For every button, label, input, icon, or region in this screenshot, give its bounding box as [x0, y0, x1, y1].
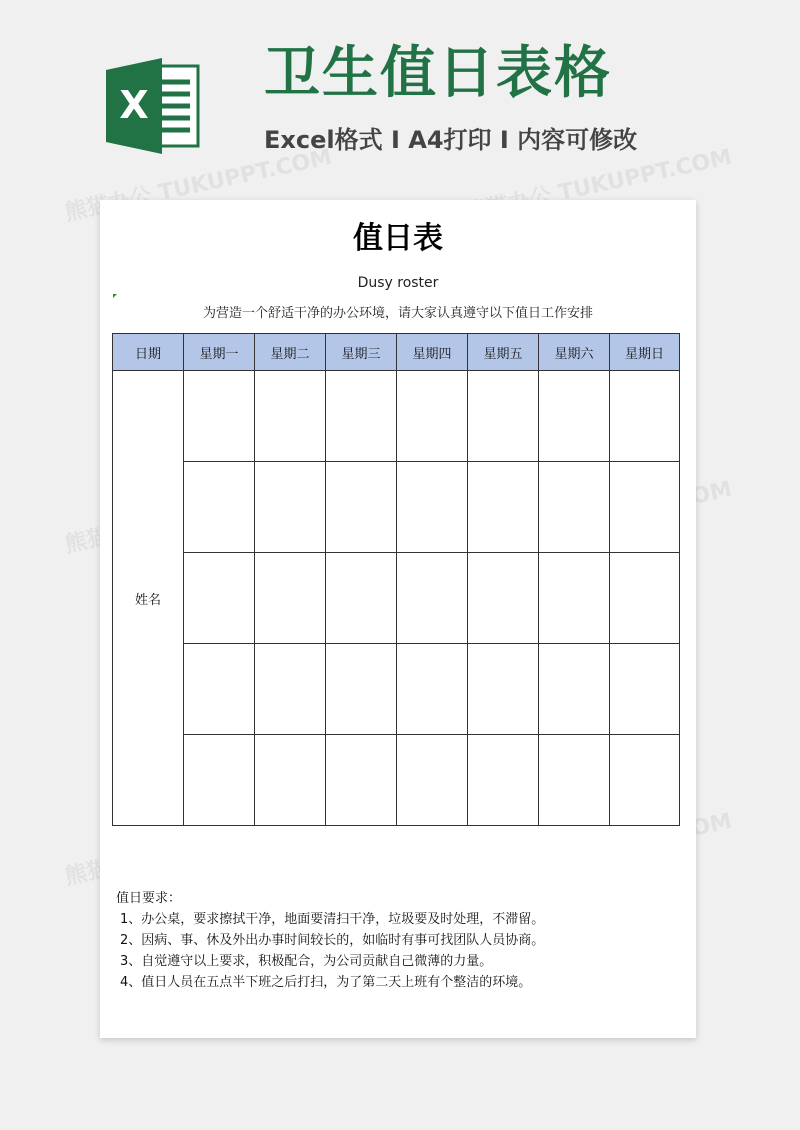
document-page	[100, 200, 696, 1038]
table-cell[interactable]	[610, 644, 680, 735]
table-cell[interactable]	[255, 371, 326, 462]
table-cell[interactable]	[184, 553, 255, 644]
table-cell[interactable]	[468, 644, 539, 735]
table-cell[interactable]	[468, 553, 539, 644]
table-cell[interactable]	[255, 735, 326, 826]
table-cell[interactable]	[610, 735, 680, 826]
table-cell[interactable]	[184, 735, 255, 826]
header-saturday: 星期六	[539, 334, 610, 371]
header-date: 日期	[113, 334, 184, 371]
requirement-item: 2、因病、事、休及外出办事时间较长的，如临时有事可找团队人员协商。	[120, 933, 545, 948]
table-cell[interactable]	[610, 371, 680, 462]
logo-letter: X	[119, 83, 149, 127]
table-cell[interactable]	[326, 644, 397, 735]
requirement-item: 4、值日人员在五点半下班之后打扫，为了第二天上班有个整洁的环境。	[120, 975, 532, 990]
table-cell[interactable]	[539, 735, 610, 826]
table-header-row	[113, 334, 680, 371]
table-cell[interactable]	[184, 371, 255, 462]
table-cell[interactable]	[539, 462, 610, 553]
requirements-title: 值日要求：	[116, 891, 182, 906]
table-cell[interactable]	[326, 735, 397, 826]
cell-corner-marker-icon	[113, 294, 117, 298]
header-sunday: 星期日	[610, 334, 680, 371]
banner-subtitle: Excel格式 I A4打印 I 内容可修改	[264, 126, 638, 154]
requirement-item: 1、办公桌，要求擦拭干净，地面要清扫干净，垃圾要及时处理，不滞留。	[120, 912, 545, 927]
header-friday: 星期五	[468, 334, 539, 371]
requirements-section	[116, 888, 544, 993]
document-intro: 为营造一个舒适干净的办公环境，请大家认真遵守以下值日工作安排	[202, 306, 593, 321]
table-cell[interactable]	[539, 553, 610, 644]
table-cell[interactable]	[397, 371, 468, 462]
duty-roster-table	[112, 333, 680, 826]
table-cell[interactable]	[184, 644, 255, 735]
table-cell[interactable]	[255, 644, 326, 735]
document-title: 值日表	[353, 221, 443, 256]
table-row	[113, 553, 680, 644]
table-cell[interactable]	[468, 735, 539, 826]
name-label-cell: 姓名	[113, 371, 184, 826]
header-thursday: 星期四	[397, 334, 468, 371]
requirement-item: 3、自觉遵守以上要求，积极配合，为公司贡献自己微薄的力量。	[120, 954, 493, 969]
table-cell[interactable]	[468, 371, 539, 462]
watermark: 熊猫办公 TUKUPPT.COM	[62, 144, 335, 226]
table-cell[interactable]	[397, 735, 468, 826]
table-row	[113, 371, 680, 462]
table-cell[interactable]	[539, 644, 610, 735]
header-tuesday: 星期二	[255, 334, 326, 371]
table-cell[interactable]	[468, 462, 539, 553]
watermark: 熊猫办公 TUKUPPT.COM	[462, 144, 735, 226]
table-cell[interactable]	[184, 462, 255, 553]
header-monday: 星期一	[184, 334, 255, 371]
table-row	[113, 644, 680, 735]
table-cell[interactable]	[326, 553, 397, 644]
table-cell[interactable]	[397, 553, 468, 644]
table-cell[interactable]	[610, 462, 680, 553]
table-cell[interactable]	[397, 644, 468, 735]
table-cell[interactable]	[255, 553, 326, 644]
table-cell[interactable]	[326, 371, 397, 462]
table-cell[interactable]	[539, 371, 610, 462]
table-cell[interactable]	[610, 553, 680, 644]
table-cell[interactable]	[255, 462, 326, 553]
table-cell[interactable]	[326, 462, 397, 553]
table-row	[113, 735, 680, 826]
excel-logo-icon	[104, 56, 204, 156]
table-cell[interactable]	[397, 462, 468, 553]
header-wednesday: 星期三	[326, 334, 397, 371]
banner-title: 卫生值日表格	[264, 41, 612, 106]
document-subtitle: Dusy roster	[357, 275, 439, 291]
table-row	[113, 462, 680, 553]
